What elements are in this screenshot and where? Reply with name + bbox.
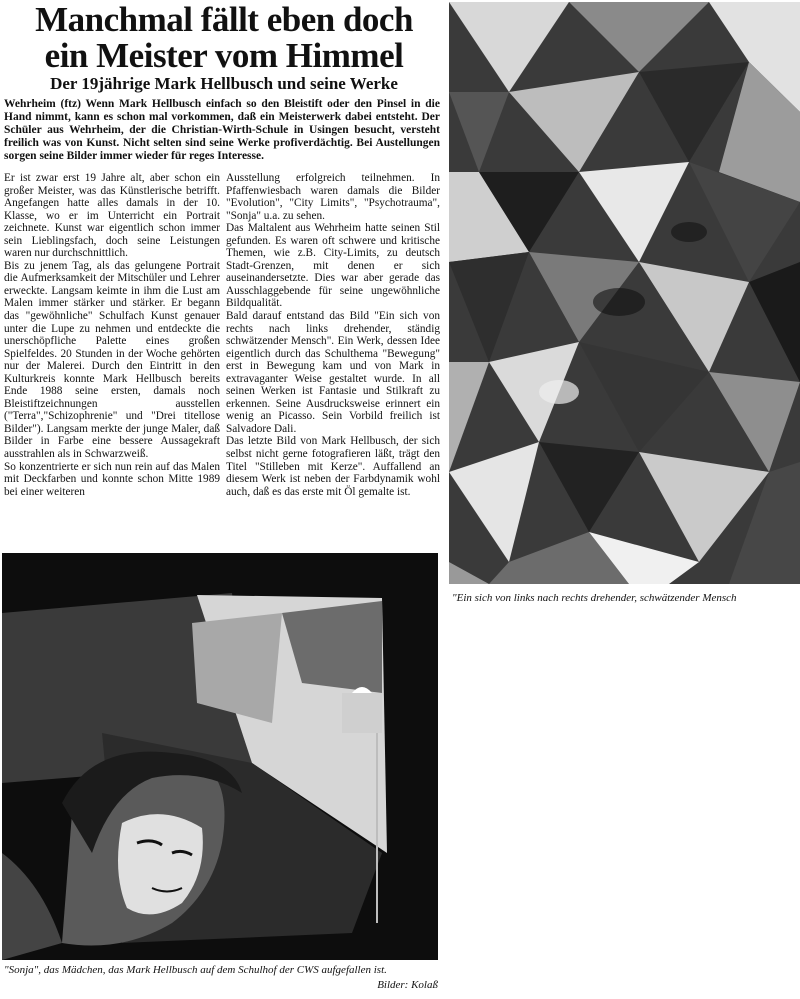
- article-column-2: [226, 172, 440, 498]
- paragraph: Ausstellung erfolgreich teilnehmen. In Pfaffenwiesbach waren damals die Bilder "Evolution", "City Limits", "Psychotrauma", "Sonja" u.a. zu sehen.: [226, 172, 440, 222]
- paragraph: Das Maltalent aus Wehrheim hatte seinen Stil gefunden. Es waren oft schwere und kritische Themen, wie z.B. City-Limits, zu deutsch Stadt-Grenzen, mit denen er sich auseinandersetzte. Dies war aber gerade das Ausschlaggebende für seine ungewöhnliche Bildqualität.: [226, 222, 440, 310]
- lead-paragraph: Wehrheim (ftz) Wenn Mark Hellbusch einfach so den Bleistift oder den Pinsel in die Hand nimmt, kann es schon mal vorkommen, daß ein Meisterwerk dabei entsteht. Der Schüler aus Wehrheim, der die Christian-Wirth-Schule in Usingen besucht, versteht freilich was von Kunst. Nicht selten sind seine Werke profiverdächtig. Bei Austellungen sorgen seine Bilder immer wieder für reges Interesse.: [4, 98, 440, 162]
- paragraph: Das letzte Bild von Mark Hellbusch, der sich selbst nicht gerne fotografieren läßt, trägt den Titel "Stilleben mit Kerze". Auffallend an diesem Werk ist neben der Farbdynamik wohl auch, daß es das erste mit Öl gemalte ist.: [226, 435, 440, 498]
- headline-line-1: Manchmal fällt eben doch: [35, 0, 413, 39]
- paragraph: So konzentrierte er sich nun rein auf das Malen mit Deckfarben und konnte schon Mitte 1989 bei einer weiteren: [4, 460, 220, 498]
- painting-cubist-figure: [449, 2, 800, 584]
- painting-2-caption: "Sonja", das Mädchen, das Mark Hellbusch auf dem Schulhof der CWS aufgefallen ist.: [4, 964, 387, 976]
- painting-sonja: [2, 553, 438, 960]
- cubist-painting-graphic: [449, 2, 800, 584]
- paragraph: Er ist zwar erst 19 Jahre alt, aber schon ein großer Meister, was das Künstlerische betrifft. Angefangen hatte alles damals in der 10. Klasse, wo er im Unterricht ein Portrait zeichnete. Kunst war eigentlich schon immer sein Lieblingsfach, doch seine Leistungen waren nur durchschnittlich.: [4, 172, 220, 260]
- image-credit: Bilder: Kolaß: [377, 979, 438, 991]
- article-column-1: [4, 172, 220, 498]
- headline: [4, 2, 444, 74]
- sonja-painting-graphic: [2, 553, 438, 960]
- paragraph: Bis zu jenem Tag, als das gelungene Portrait die Aufmerksamkeit der Mitschüler und Lehrer erweckte. Langsam keimte in ihm die Lust am Malen immer stärker und stärker. Er begann das "gewöhnliche" Schulfach Kunst genauer unter die Lupe zu nehmen und entdeckte die unerschöpfliche Palette eines großen Spielfeldes. 20 Stunden in der Woche gehörten nur der Malerei. Durch den Eintritt in den Kulturkreis konnte Mark Hellbusch bereits Ende 1988 seine ersten, damals noch Bleistiftzeichnungen ausstellen ("Terra","Schizophrenie" und "Drei titellose Bilder"). Langsam merkte der junge Maler, daß Bilder in Farbe eine bessere Aussagekraft ausstrahlen als in Schwarzweiß.: [4, 259, 220, 461]
- paragraph: Bald darauf entstand das Bild "Ein sich von rechts nach links drehender, ständig schwätzender Mensch". Ein Werk, dessen Idee eigentlich durch das Schulthema "Bewegung" erst in Bewegung kam und von Mark in extravaganter Weise gestaltet wurde. In all seinen Werken ist Fantasie und Stilkraft zu erkennen. Seine Ausdrucksweise erinnert ein wenig an Picasso. Sein Vorbild freilich ist Salvadore Dali.: [226, 310, 440, 435]
- painting-1-caption: "Ein sich von links nach rechts drehender, schwätzender Mensch: [452, 592, 737, 604]
- headline-line-2: ein Meister vom Himmel: [44, 36, 404, 75]
- subheadline: Der 19jährige Mark Hellbusch und seine Werke: [50, 74, 398, 93]
